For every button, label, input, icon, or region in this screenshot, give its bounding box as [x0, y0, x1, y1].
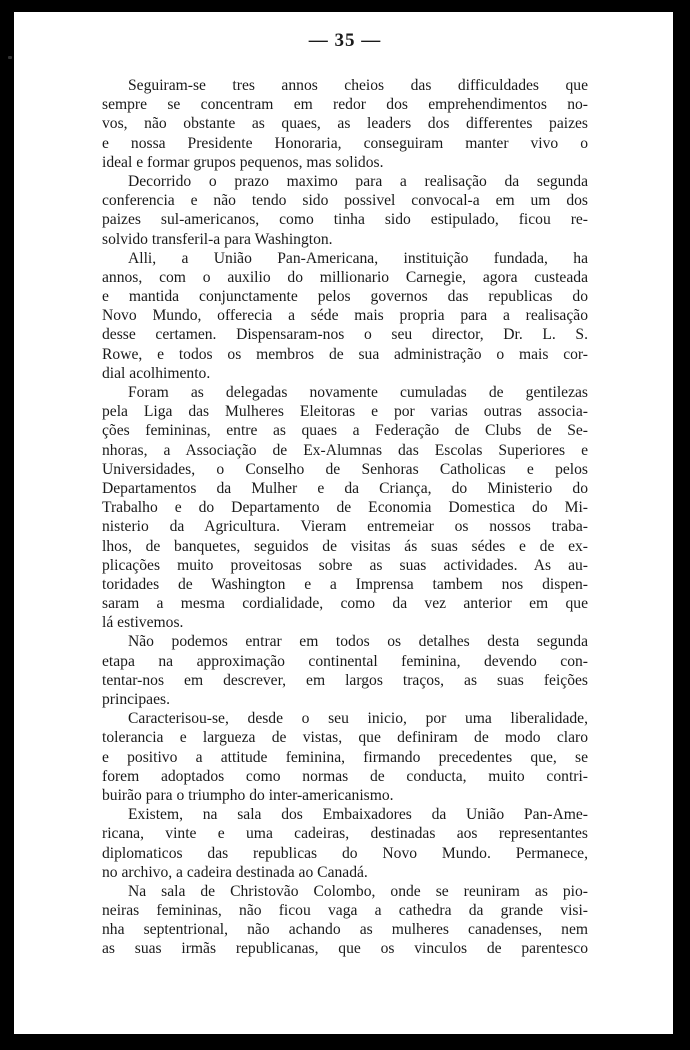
body-text [102, 76, 588, 959]
text-line: ricana, vinte e uma cadeiras, destinadas aos representantes [102, 825, 588, 843]
paragraph [102, 172, 588, 249]
text-line: Caracterisou-se, desde o seu inicio, por uma liberalidade, [128, 710, 588, 728]
text-line: nisterio da Agricultura. Vieram entremeiar os nossos traba- [102, 518, 588, 536]
margin-mark [8, 56, 12, 59]
text-line: Não podemos entrar em todos os detalhes desta segunda [128, 633, 588, 651]
text-line: paizes sul-americanos, como tinha sido estipulado, ficou re- [102, 211, 588, 229]
text-line: as suas irmãs republicanas, que os vinculos de parentesco [102, 940, 588, 958]
text-line: vos, não obstante as quaes, as leaders dos differentes paizes [102, 115, 588, 133]
paragraph [102, 632, 588, 709]
text-line: dial acolhimento. [102, 364, 211, 382]
text-line: sempre se concentram em redor dos emprehendimentos no- [102, 96, 588, 114]
text-line: ideal e formar grupos pequenos, mas solidos. [102, 153, 384, 171]
text-line: conferencia e não tendo sido possivel convocal-a em um dos [102, 192, 588, 210]
text-line: lá estivemos. [102, 614, 184, 632]
text-line: principaes. [102, 691, 170, 708]
text-line: diplomaticos das republicas do Novo Mundo. Permanece, [102, 844, 588, 862]
text-line: Decorrido o prazo maximo para a realisação da segunda [128, 172, 588, 190]
text-line: saram a mesma cordialidade, como da vez anterior em que [102, 595, 588, 613]
text-line: nha septentrional, não achando as mulheres canadenses, nem [102, 921, 588, 939]
text-line: ções femininas, entre as quaes a Federação de Clubs de Se- [102, 422, 588, 440]
text-line: neiras femininas, não ficou vaga a cathedra da grande visi- [102, 902, 588, 920]
text-line: e nossa Presidente Honoraria, conseguiram manter vivo o [102, 134, 588, 152]
text-line: Alli, a União Pan-Americana, instituição fundada, ha [128, 249, 588, 267]
paragraph [102, 805, 588, 882]
page-number: — 35 — [308, 30, 382, 51]
text-line: Rowe, e todos os membros de sua administração o mais cor- [102, 345, 588, 363]
paragraph [102, 882, 588, 959]
paragraph [102, 76, 588, 172]
text-line: Foram as delegadas novamente cumuladas de gentilezas [128, 384, 588, 401]
text-line: buirão para o triumpho do inter-americanismo. [102, 786, 394, 804]
paragraph [102, 249, 588, 383]
text-line: Seguiram-se tres annos cheios das difficuldades que [128, 77, 588, 94]
text-line: annos, com o auxilio do millionario Carnegie, agora custeada [102, 268, 588, 286]
text-line: plicações muito proveitosas sobre as suas actividades. As au- [102, 556, 588, 574]
text-line: Trabalho e do Departamento de Economia Domestica do Mi- [102, 499, 588, 517]
text-line: desse certamen. Dispensaram-nos o seu director, Dr. L. S. [102, 326, 588, 344]
text-line: etapa na approximação continental feminina, devendo con- [102, 652, 588, 670]
text-line: pela Liga das Mulheres Eleitoras e por varias outras associa- [102, 403, 588, 421]
text-line: solvido transferil-a para Washington. [102, 230, 333, 248]
text-line: nhoras, a Associação de Ex-Alumnas das Escolas Superiores e [102, 441, 588, 459]
text-line: Departamentos da Mulher e da Criança, do Ministerio do [102, 479, 588, 497]
paragraph [102, 383, 588, 632]
text-line: e positivo a attitude feminina, firmando precedentes que, se [102, 748, 588, 766]
text-line: Universidades, o Conselho de Senhoras Catholicas e pelos [102, 460, 588, 478]
text-line: Na sala de Christovão Colombo, onde se reuniram as pio- [128, 882, 588, 900]
text-line: toridades de Washington e a Imprensa tambem nos dispen- [102, 575, 588, 593]
text-line: e mantida conjunctamente pelos governos das republicas do [102, 288, 588, 306]
text-line: no archivo, a cadeira destinada ao Canadá. [102, 863, 368, 881]
text-line: lhos, de banquetes, seguidos de visitas ás suas sédes e de ex- [102, 537, 588, 555]
text-line: forem adoptados como normas de conducta, muito contri- [102, 767, 588, 785]
text-line: Novo Mundo, offerecia a séde mais propria para a realisação [102, 307, 588, 325]
paragraph [102, 709, 588, 805]
text-line: Existem, na sala dos Embaixadores da União Pan-Ame- [128, 806, 588, 824]
text-line: tentar-nos em descrever, em largos traços, as suas feições [102, 671, 588, 689]
text-line: tolerancia e largueza de vistas, que definiram de modo claro [102, 729, 588, 747]
